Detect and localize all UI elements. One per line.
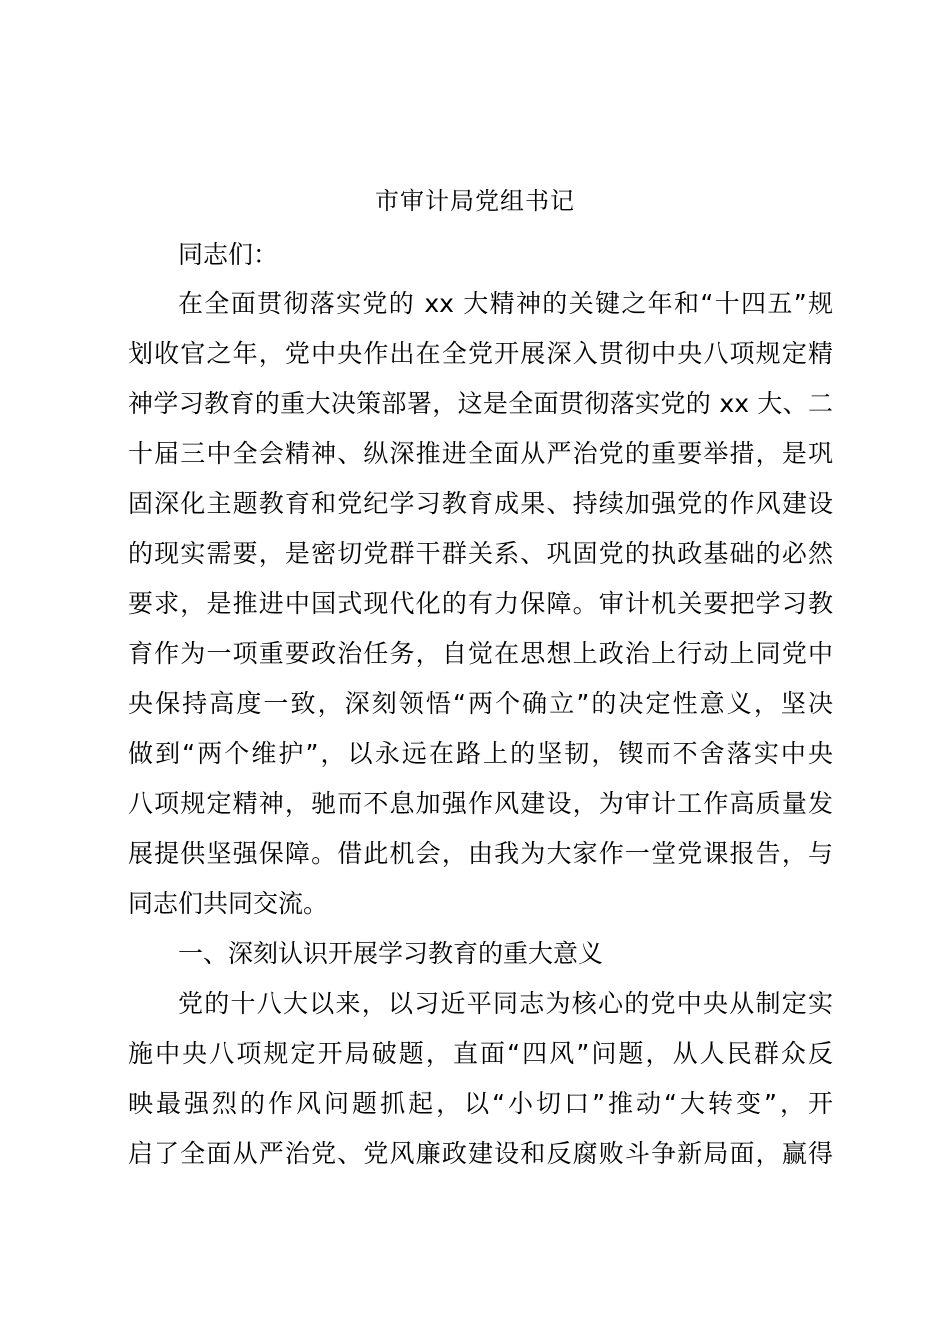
paragraph-line: 同志们共同交流。 xyxy=(128,889,329,918)
paragraph-line: 映最强烈的作风问题抓起，以“小切口”推动“大转变”，开 xyxy=(128,1089,833,1118)
salutation: 同志们： xyxy=(178,240,279,269)
paragraph-line: 划收官之年，党中央作出在全党开展深入贯彻中央八项规定精 xyxy=(128,339,833,368)
paragraph-line: 八项规定精神，驰而不息加强作风建设，为审计工作高质量发 xyxy=(128,789,833,818)
paragraph-line: 的现实需要，是密切党群干群关系、巩固党的执政基础的必然 xyxy=(128,539,833,568)
paragraph-line: 党的十八大以来，以习近平同志为核心的党中央从制定实 xyxy=(178,989,833,1018)
paragraph-line: 要求，是推进中国式现代化的有力保障。审计机关要把学习教 xyxy=(128,589,833,618)
paragraph-line: 育作为一项重要政治任务，自觉在思想上政治上行动上同党中 xyxy=(128,639,833,668)
paragraph-line: 固深化主题教育和党纪学习教育成果、持续加强党的作风建设 xyxy=(128,489,833,518)
paragraph-line: 在全面贯彻落实党的 xx 大精神的关键之年和“十四五”规 xyxy=(178,289,833,318)
paragraph-line: 启了全面从严治党、党风廉政建设和反腐败斗争新局面，赢得 xyxy=(128,1139,833,1168)
paragraph-line: 十届三中全会精神、纵深推进全面从严治党的重要举措，是巩 xyxy=(128,439,833,468)
section-heading: 一、深刻认识开展学习教育的重大意义 xyxy=(178,939,604,968)
document-title: 市审计局党组书记 xyxy=(375,187,575,215)
paragraph-line: 神学习教育的重大决策部署，这是全面贯彻落实党的 xx 大、二 xyxy=(128,389,833,418)
paragraph-line: 施中央八项规定开局破题，直面“四风”问题，从人民群众反 xyxy=(128,1039,833,1068)
paragraph-line: 展提供坚强保障。借此机会，由我为大家作一堂党课报告，与 xyxy=(128,839,833,868)
paragraph-line: 央保持高度一致，深刻领悟“两个确立”的决定性意义，坚决 xyxy=(128,689,833,718)
paragraph-line: 做到“两个维护”，以永远在路上的坚韧，锲而不舍落实中央 xyxy=(128,739,833,768)
